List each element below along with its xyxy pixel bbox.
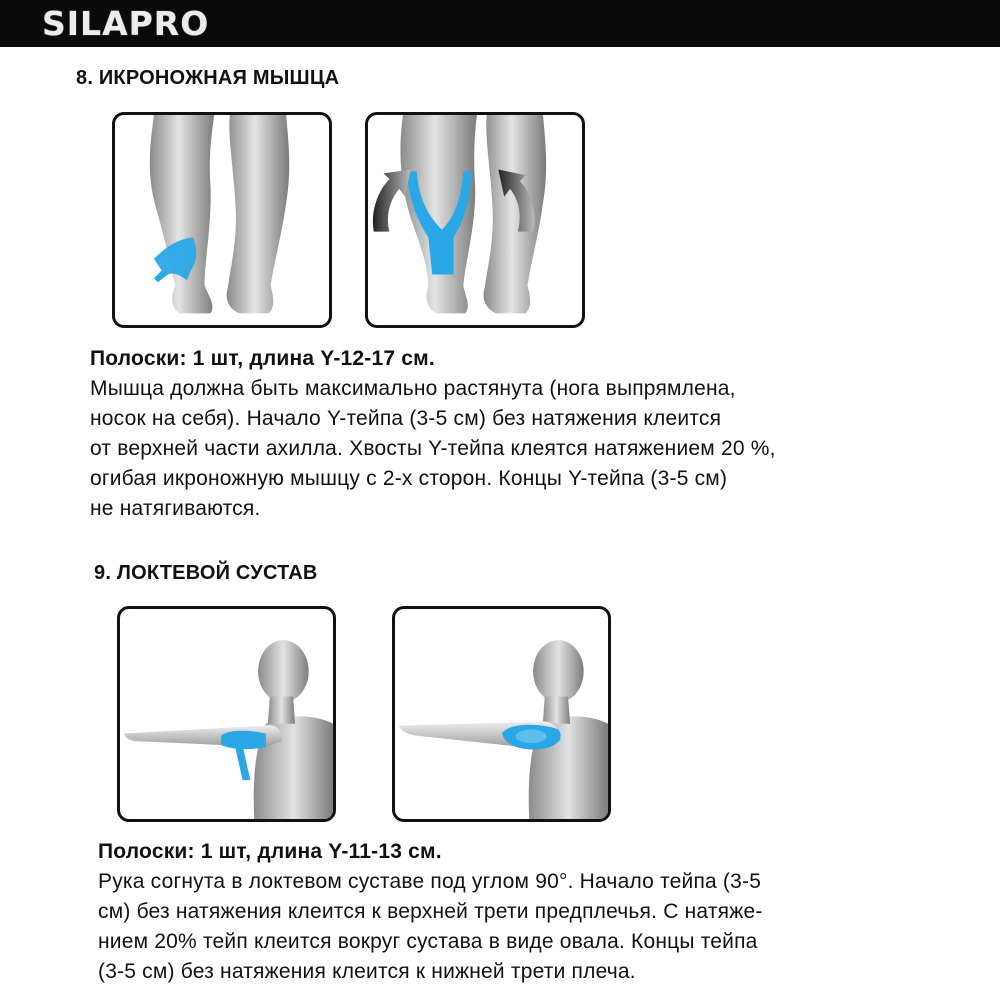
elbow-illustration-after	[392, 606, 611, 822]
brand-logo: SILAPRO	[42, 4, 210, 43]
calf-legs-y-tape-image	[368, 115, 582, 325]
section-8-title: 8. ИКРОНОЖНАЯ МЫШЦА	[76, 67, 340, 89]
section-8-description	[90, 344, 776, 524]
section-9-title: 9. ЛОКТЕВОЙ СУСТАВ	[94, 562, 318, 584]
section-8-line: носок на себя). Начало Y-тейпа (3-5 см) без натяжения клеится	[90, 407, 722, 430]
section-9-line: см) без натяжения клеится к верхней трети предплечья. С натяже-	[98, 900, 763, 923]
section-8-line: Мышца должна быть максимально растянута (нога выпрямлена,	[90, 377, 736, 400]
arm-taped-forearm-image	[120, 609, 333, 819]
section-9-line: нием 20% тейп клеится вокруг сустава в виде овала. Концы тейпа	[98, 930, 758, 953]
calf-illustration-before	[112, 112, 332, 328]
arm-oval-tape-image	[395, 609, 608, 819]
section-8-strips: Полоски: 1 шт, длина Y-12-17 см.	[90, 347, 435, 370]
calf-legs-taped-heel-image	[115, 115, 329, 325]
section-9-strips: Полоски: 1 шт, длина Y-11-13 см.	[98, 840, 442, 863]
section-8-line: от верхней части ахилла. Хвосты Y-тейпа клеятся натяжением 20 %,	[90, 437, 776, 460]
section-9-line: Рука согнута в локтевом суставе под углом 90°. Начало тейпа (3-5	[98, 870, 762, 893]
section-9-line: (3-5 см) без натяжения клеится к нижней трети плеча.	[98, 960, 636, 983]
calf-illustration-after	[365, 112, 585, 328]
section-8-line: огибая икроножную мышцу с 2-х сторон. Концы Y-тейпа (3-5 см)	[90, 467, 728, 490]
section-8-line: не натягиваются.	[90, 497, 261, 520]
elbow-illustration-before	[117, 606, 336, 822]
section-9-description	[98, 837, 763, 987]
header-bar	[0, 0, 1000, 47]
